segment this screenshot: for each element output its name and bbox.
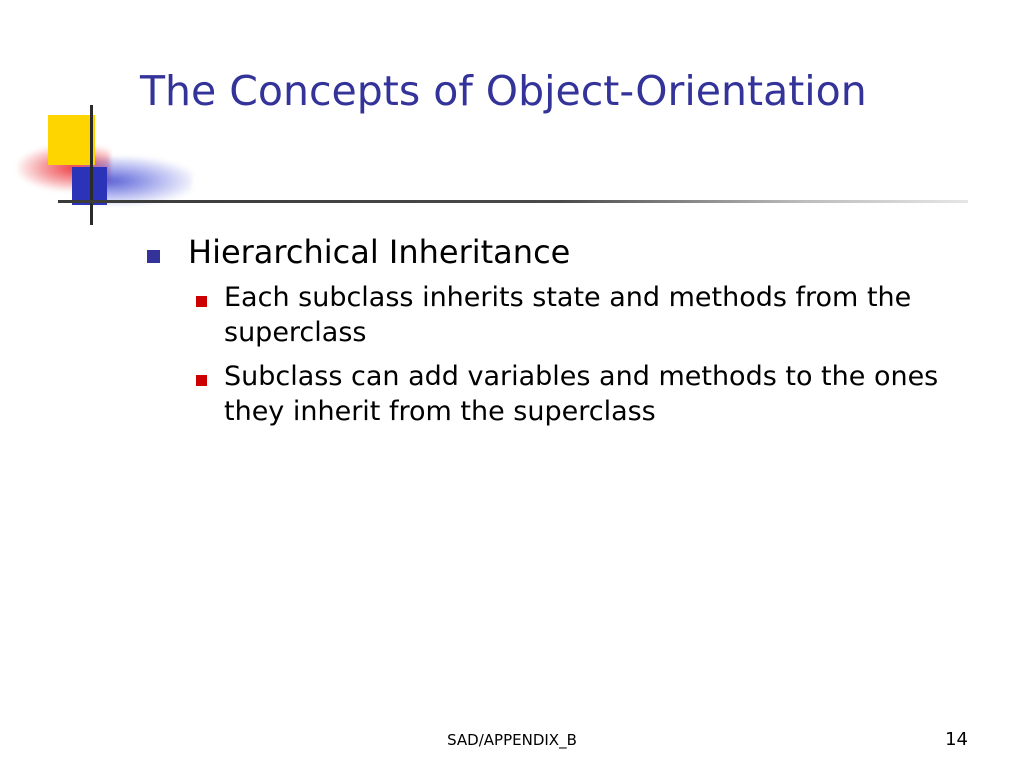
square-bullet-icon bbox=[196, 375, 207, 386]
square-bullet-icon bbox=[147, 250, 160, 263]
logo-vertical-line-icon bbox=[90, 105, 93, 225]
bullet-level2 bbox=[140, 359, 1000, 430]
bullet-text: Subclass can add variables and methods to the ones they inherit from the superclass bbox=[224, 360, 939, 428]
bullet-text: Hierarchical Inheritance bbox=[188, 233, 571, 271]
decorative-logo-graphic bbox=[18, 105, 148, 225]
footer-center-text: SAD/APPENDIX_B bbox=[447, 731, 577, 749]
title-divider-rule bbox=[58, 200, 968, 203]
logo-yellow-square-icon bbox=[48, 115, 95, 165]
bullet-level1 bbox=[140, 232, 1000, 274]
slide-body bbox=[140, 232, 1000, 438]
bullet-level2 bbox=[140, 280, 1000, 351]
bullet-text: Each subclass inherits state and methods from the superclass bbox=[224, 281, 912, 349]
footer-page-number: 14 bbox=[945, 729, 968, 750]
square-bullet-icon bbox=[196, 296, 207, 307]
page-title: The Concepts of Object-Orientation bbox=[140, 67, 867, 115]
